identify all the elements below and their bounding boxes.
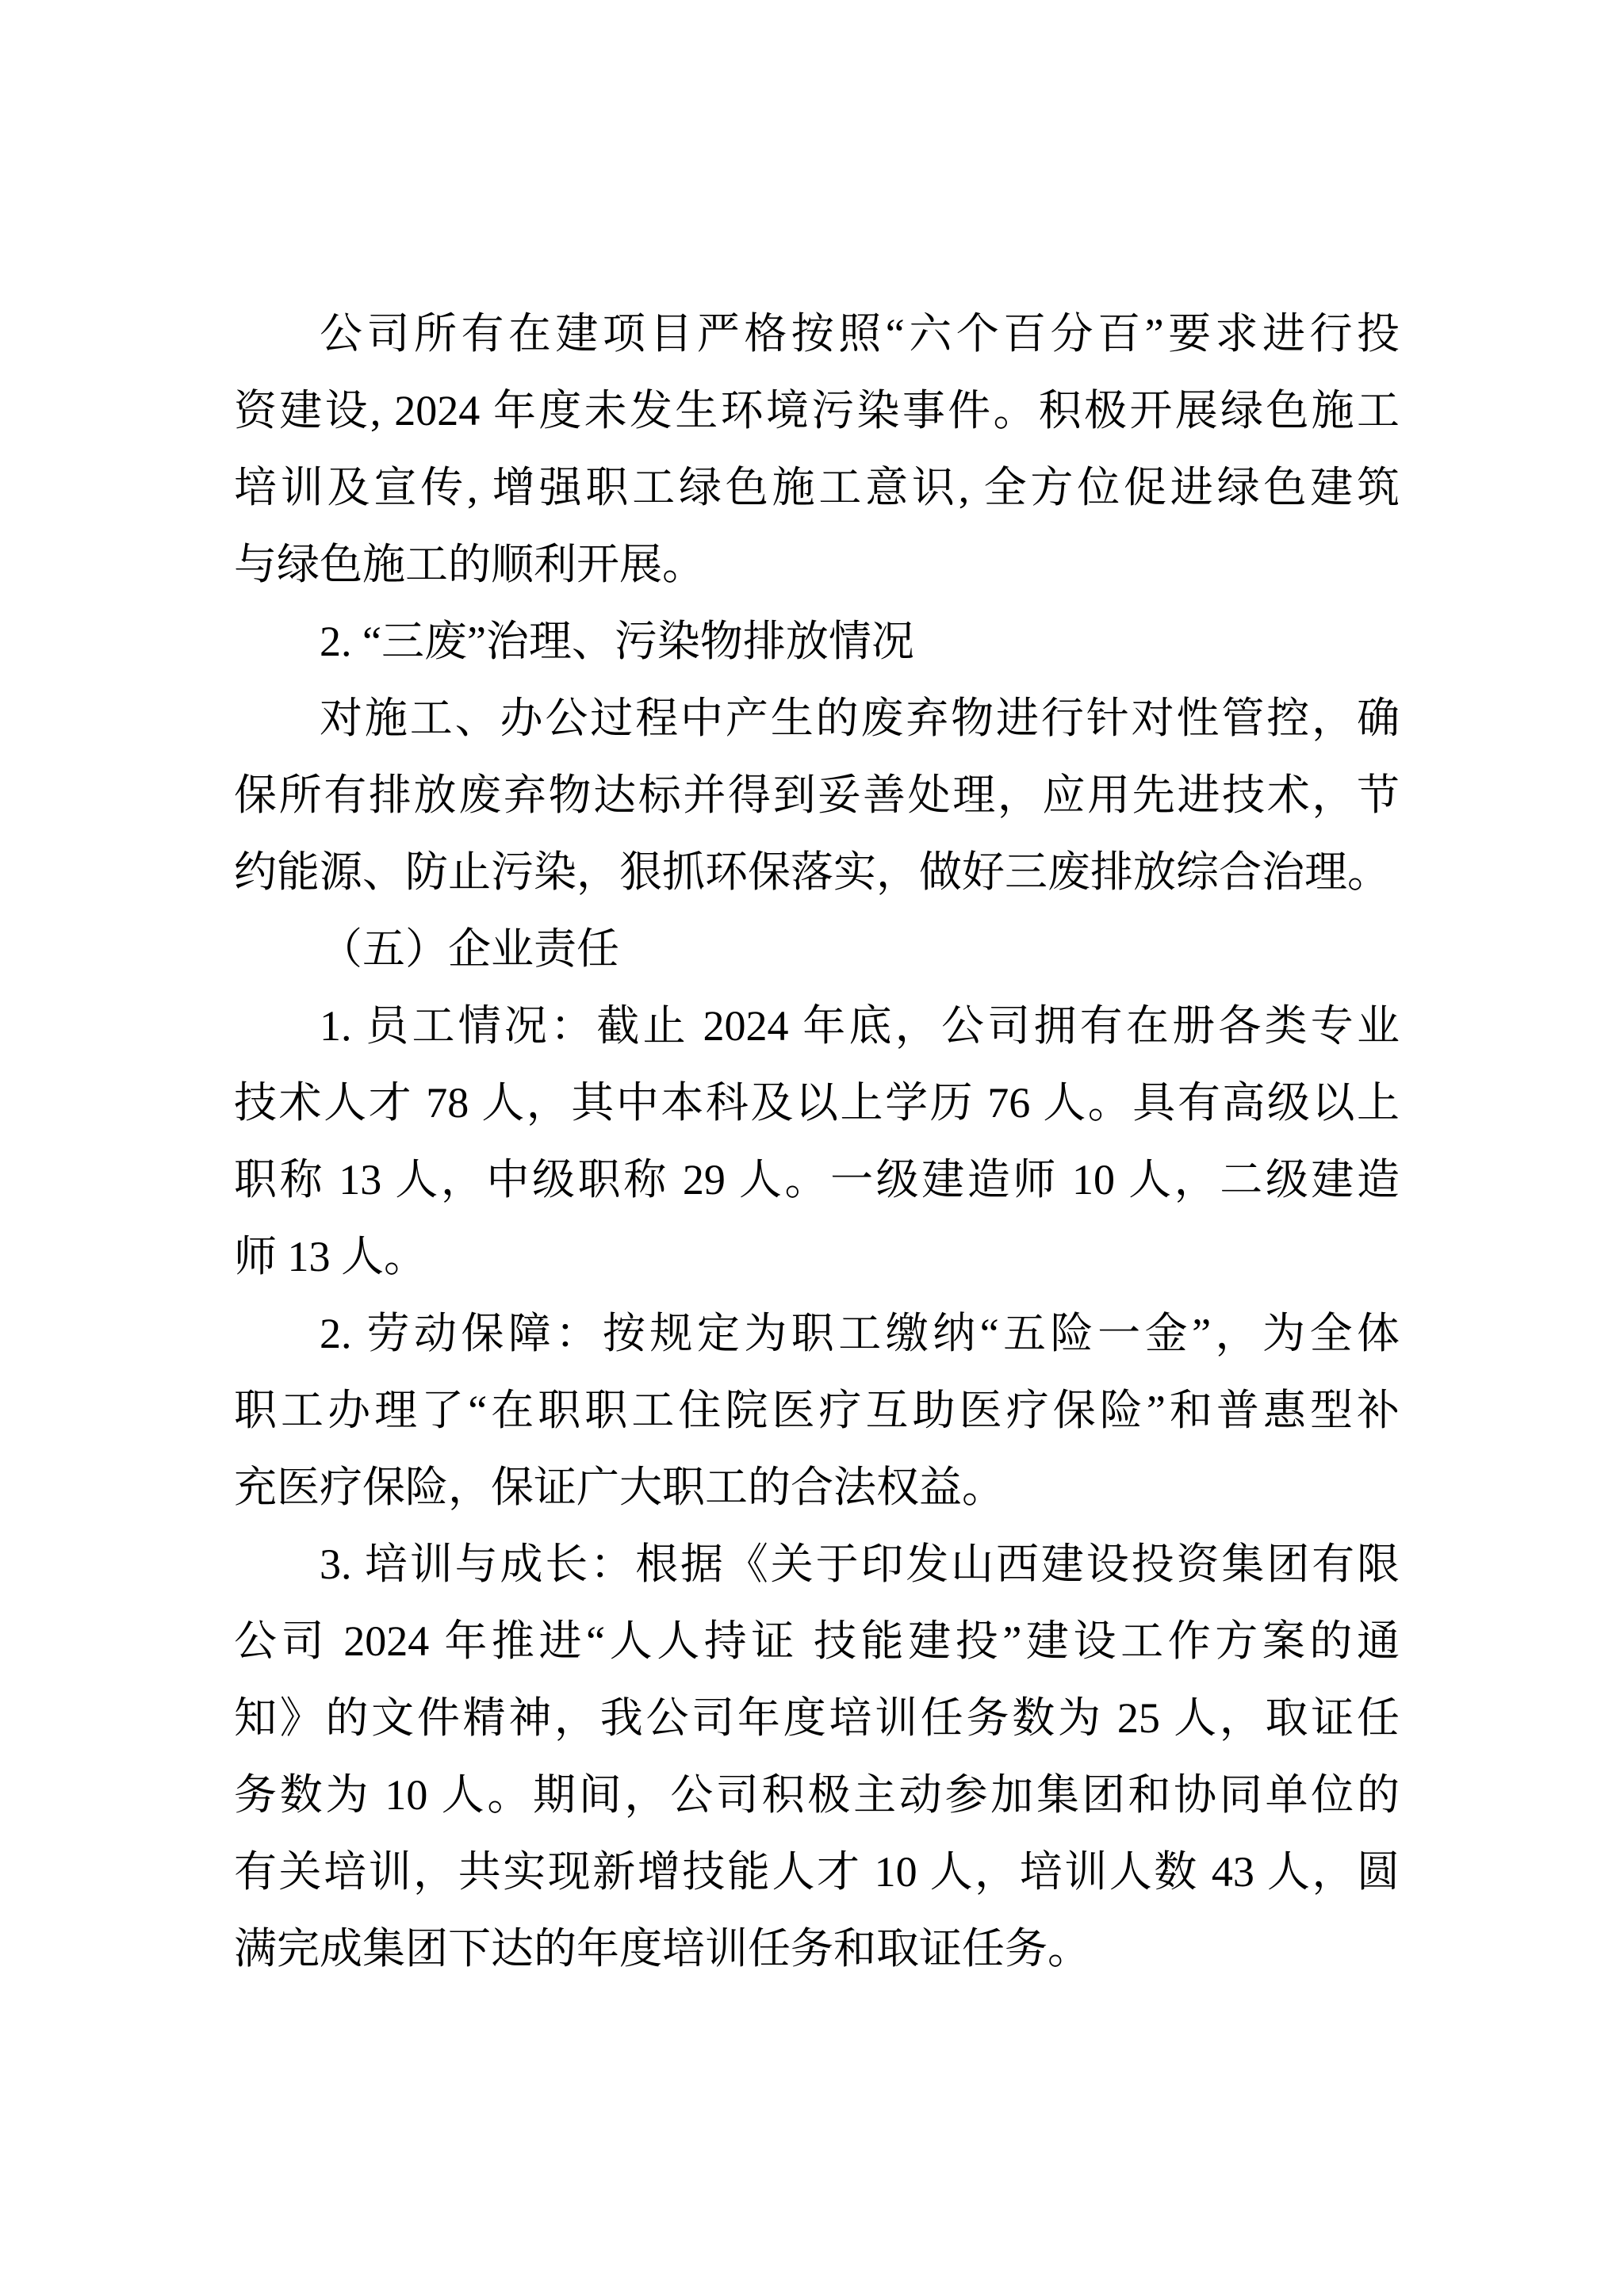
text-line: 满完成集团下达的年度培训任务和取证任务。 bbox=[234, 1925, 1090, 1973]
text-line: 1. 员工情况：截止 2024 年底，公司拥有在册各类专业 bbox=[320, 1002, 1400, 1050]
section-heading: （五）企业责任 bbox=[320, 925, 619, 973]
text-line: 师 13 人。 bbox=[234, 1233, 427, 1280]
text-line: 有关培训，共实现新增技能人才 10 人，培训人数 43 人，圆 bbox=[234, 1848, 1400, 1896]
text-line: 保所有排放废弃物达标并得到妥善处理，应用先进技术，节 bbox=[234, 771, 1400, 819]
text-line: 约能源、防止污染，狠抓环保落实，做好三废排放综合治理。 bbox=[234, 848, 1390, 896]
text-line: 充医疗保险，保证广大职工的合法权益。 bbox=[234, 1464, 1005, 1511]
text-line: 公司 2024 年推进“人人持证 技能建投”建设工作方案的通 bbox=[234, 1617, 1400, 1665]
paragraph-employee-status bbox=[234, 988, 1400, 1295]
paragraph-waste-treatment bbox=[234, 680, 1400, 911]
heading-waste-treatment bbox=[234, 603, 1400, 680]
text-line: 3. 培训与成长：根据《关于印发山西建设投资集团有限 bbox=[320, 1540, 1400, 1588]
paragraph-labor-protection bbox=[234, 1295, 1400, 1526]
text-line: 务数为 10 人。期间，公司积极主动参加集团和协同单位的 bbox=[234, 1771, 1400, 1819]
text-line: 职工办理了“在职职工住院医疗互助医疗保险”和普惠型补 bbox=[234, 1387, 1400, 1434]
document-body bbox=[234, 296, 1400, 1988]
text-line: 职称 13 人，中级职称 29 人。一级建造师 10 人，二级建造 bbox=[234, 1156, 1400, 1203]
text-line: 知》的文件精神，我公司年度培训任务数为 25 人，取证任 bbox=[234, 1694, 1400, 1742]
paragraph-training-growth bbox=[234, 1526, 1400, 1988]
section-heading: 2. “三废”治理、污染物排放情况 bbox=[320, 618, 914, 665]
text-line: 培训及宣传, 增强职工绿色施工意识, 全方位促进绿色建筑 bbox=[234, 464, 1400, 511]
text-line: 公司所有在建项目严格按照“六个百分百”要求进行投 bbox=[320, 310, 1400, 358]
text-line: 2. 劳动保障：按规定为职工缴纳“五险一金”，为全体 bbox=[320, 1310, 1400, 1357]
text-line: 资建设, 2024 年度未发生环境污染事件。积极开展绿色施工 bbox=[234, 387, 1400, 434]
heading-corporate-responsibility bbox=[234, 911, 1400, 988]
text-line: 技术人才 78 人，其中本科及以上学历 76 人。具有高级以上 bbox=[234, 1079, 1400, 1127]
text-line: 与绿色施工的顺利开展。 bbox=[234, 541, 705, 588]
text-line: 对施工、办公过程中产生的废弃物进行针对性管控，确 bbox=[320, 695, 1400, 742]
paragraph-green-construction bbox=[234, 296, 1400, 603]
